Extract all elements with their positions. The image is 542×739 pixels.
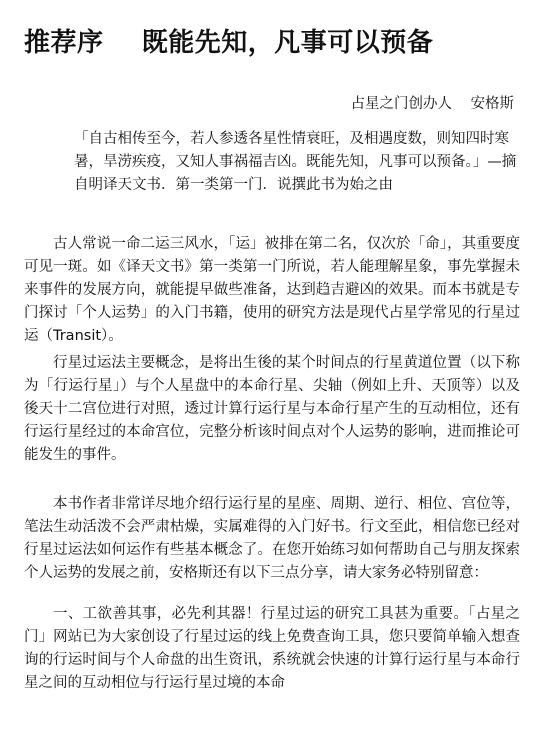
- body-paragraph: 一、工欲善其事，必先利其器！行星过运的研究工具甚为重要。「占星之门」网站已为大家创设了行星过运的线上免费查询工具，您只要简单输入想查询的行运时间与个人命盘的出生资讯，系统就会快速的计算行运行星与本命行星之间的互动相位与行运行星过境的本命: [24, 606, 520, 691]
- author-byline: 占星之门创办人 安格斯: [350, 96, 514, 112]
- page-title: 推荐序 既能先知，凡事可以预备: [24, 28, 434, 58]
- epigraph-quote: 「自古相传至今，若人参透各星性情衰旺，及相遇度数，则知四时寒暑，旱涝疾疫，又知人事祸福吉凶。既能先知，凡事可以预备。」—摘自明译天文书．第一类第一门．说撰此书为始之由: [74, 131, 517, 193]
- body-paragraph: 本书作者非常详尽地介绍行运行星的星座、周期、逆行、相位、宫位等，笔法生动活泼不会严肃枯燥，实属难得的入门好书。行文至此，相信您已经对行星过运法如何运作有些基本概念了。在您开始练习如何帮助自己与朋友探索个人运势的发展之前，安格斯还有以下三点分享，请大家务必特别留意：: [24, 496, 520, 581]
- body-paragraph: 古人常说一命二运三风水，「运」被排在第二名，仅次於「命」，其重要度可见一斑。如《译天文书》第一类第一门所说，若人能理解星象，事先掌握未来事件的发展方向，就能提早做些准备，达到趋吉避凶的效果。而本书就是专门探讨「个人运势」的入门书籍，使用的研究方法是现代占星学常见的行星过运（Transit）。: [24, 236, 520, 344]
- body-paragraph: 行星过运法主要概念，是将出生後的某个时间点的行星黄道位置（以下称为「行运行星」）与个人星盘中的本命行星、尖轴（例如上升、天顶等）以及後天十二宫位进行对照，透过计算行运行星与本命行星产生的互动相位，还有行运行星经过的本命宫位，完整分析该时间点对个人运势的影响，进而推论可能发生的事件。: [24, 355, 520, 463]
